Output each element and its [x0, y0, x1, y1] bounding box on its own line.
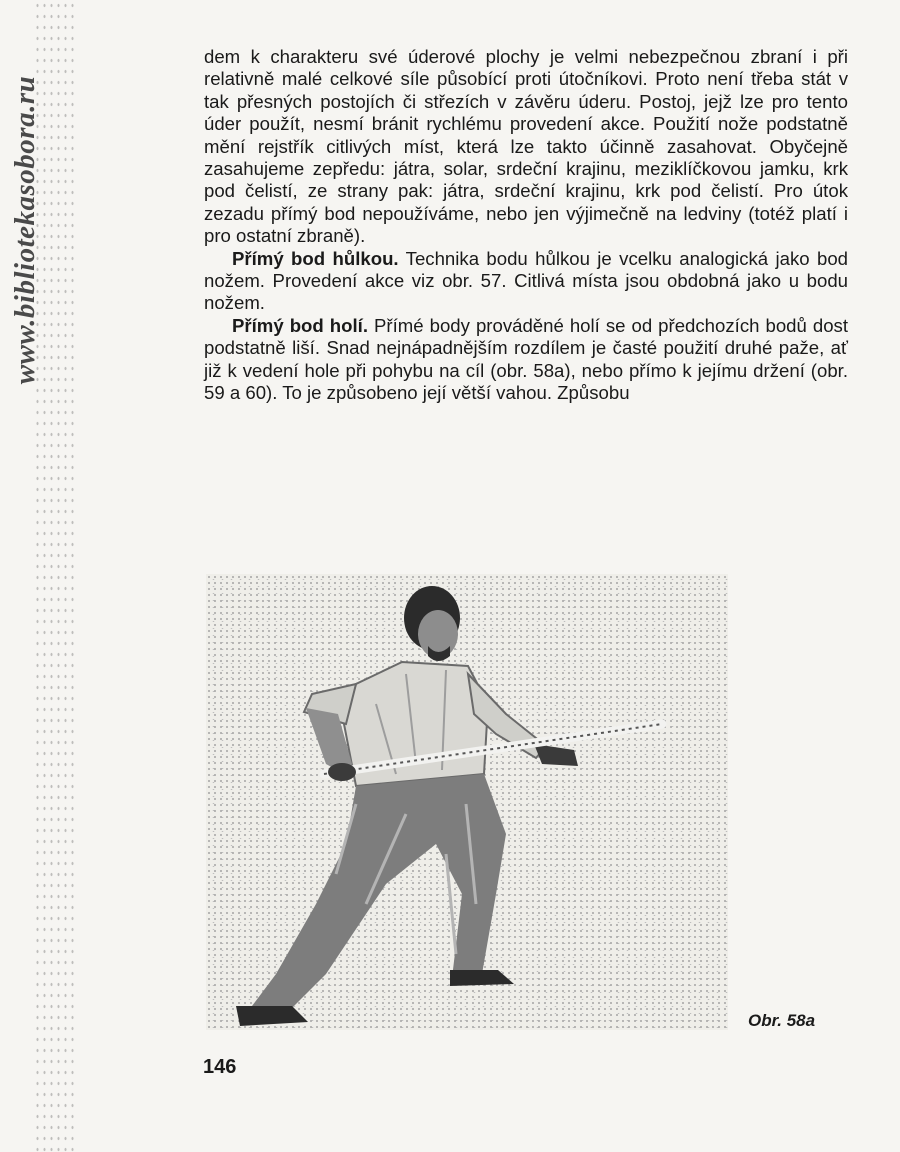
paragraph-text: Technika bodu hůlkou je vcelku analogická jako bod nožem. Provedení akce viz obr. 57. Citlivá místa jsou obdobná jako u bodu nožem. — [204, 247, 849, 314]
paragraph-bod-holi — [204, 315, 848, 405]
man-with-staff-illustration — [206, 574, 728, 1030]
paragraph-text: Přímé body prováděné holí se od předchozích bodů dost podstatně liší. Snad nejnápadnějším rozdílem je časté použití druhé paže, ať již k vedení hole při pohybu na cíl (obr. 58a), nebo přímo k jejímu držení (obr. 59 a 60). To je způsobeno její větší vahou. Způsobu — [204, 314, 848, 404]
figure-caption: Obr. 58a — [748, 1011, 816, 1030]
figure-photo — [206, 574, 728, 1030]
body-text — [204, 46, 848, 405]
page-number: 146 — [203, 1056, 237, 1078]
paragraph-continued: dem k charakteru své úderové plochy je velmi nebezpečnou zbraní i při relativně malé celkové síle působící proti útočníkovi. Proto není třeba stát v tak přesných postojích či střezích v závěru úderu. Postoj, jejž lze pro tento úder použít, nesmí bránit rychlému provedení akce. Použití nože podstatně mění rejstřík citlivých míst, která lze takto účinně zasahovat. Obyčejně zasahujeme zepředu: játra, solar, srdeční krajinu, meziklíčkovou jamku, krk pod čelistí, ze strany pak: játra, srdeční krajinu, krk pod čelistí. Pro útok zezadu přímý bod nepoužíváme, nebo jen výjimečně na ledviny (totéž platí i pro ostatní zbraně). — [204, 46, 848, 247]
paragraph-heading: Přímý bod hůlkou. — [232, 247, 399, 269]
paragraph-heading: Přímý bod holí. — [232, 314, 368, 336]
website-watermark: www.bibliotekasobora.ru — [9, 75, 41, 385]
paragraph-bod-hulkou — [204, 248, 848, 315]
figure-head — [404, 586, 460, 661]
